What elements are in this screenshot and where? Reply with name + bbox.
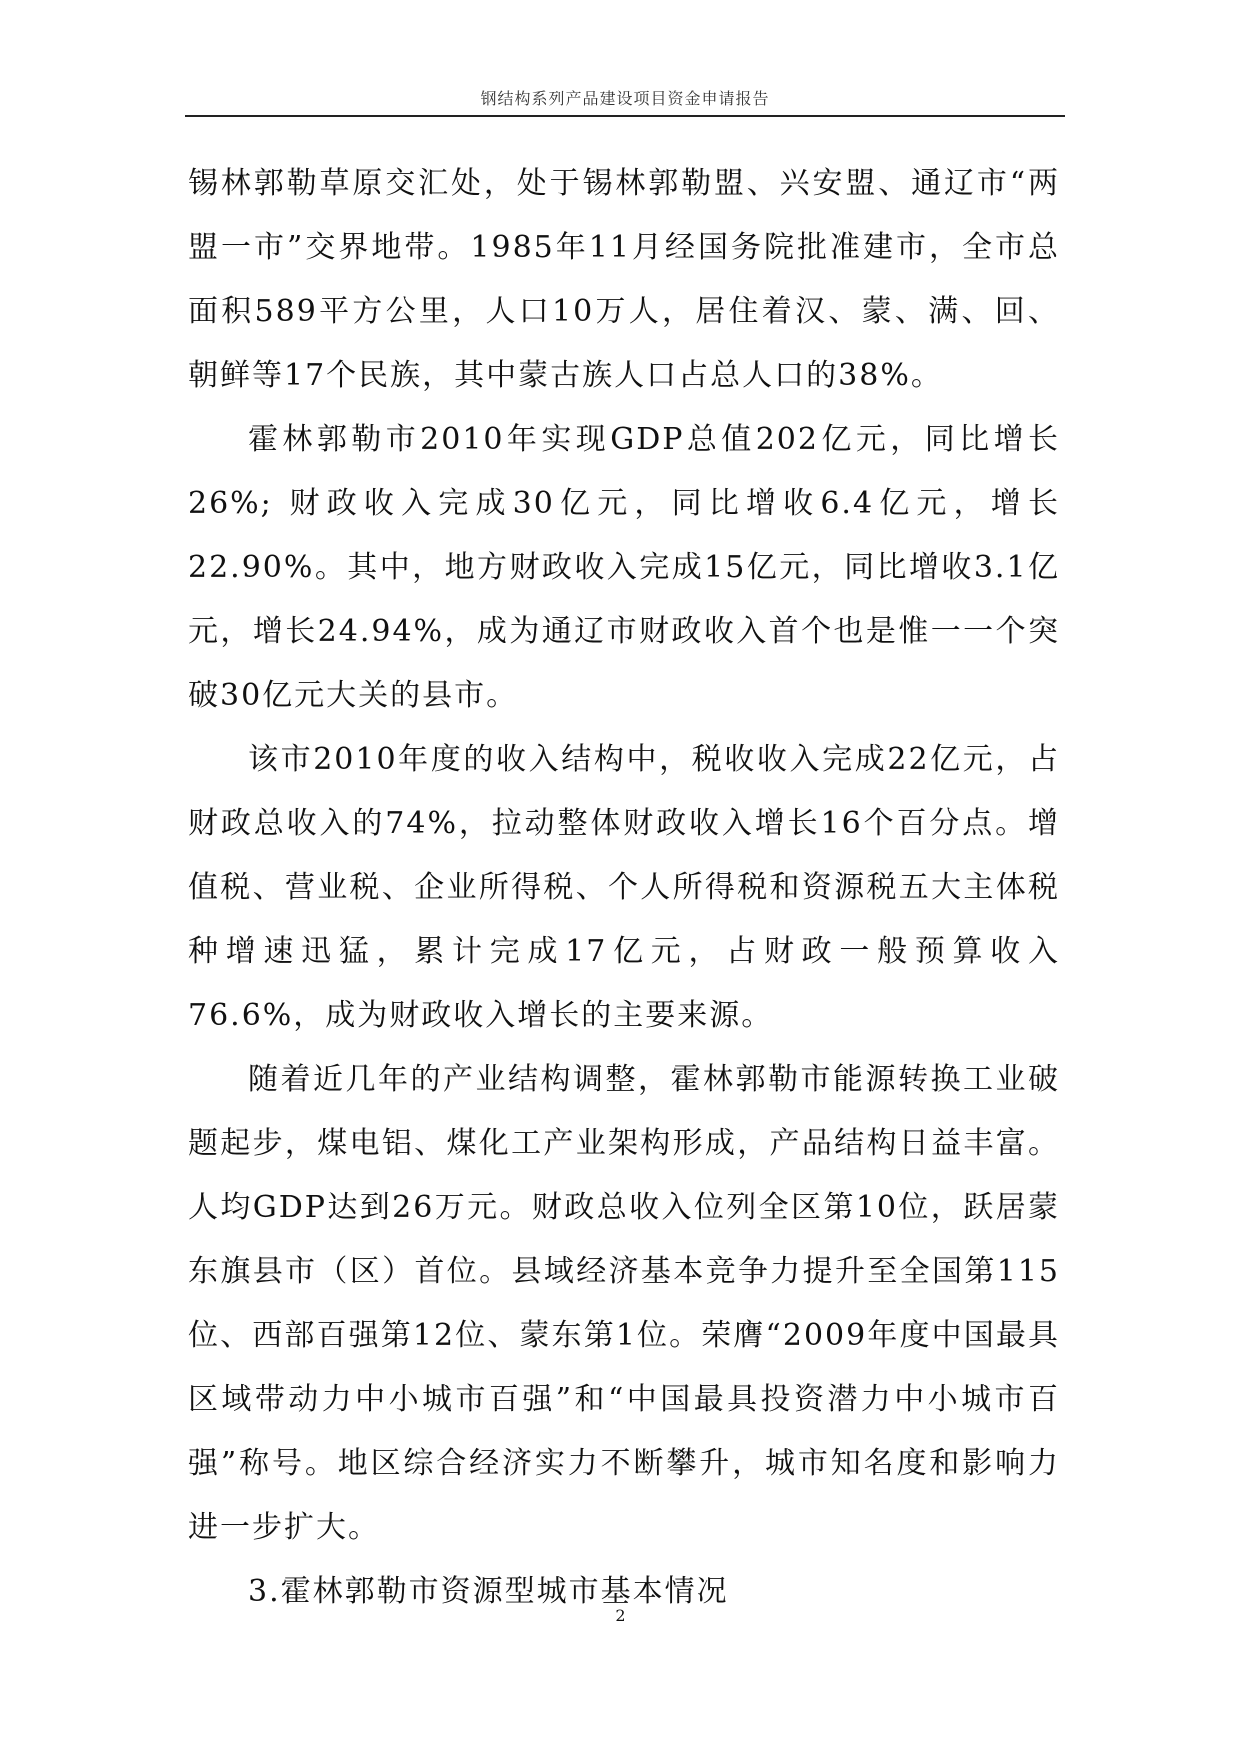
- document-body: [188, 152, 1060, 1624]
- running-header: 钢结构系列产品建设项目资金申请报告: [480, 89, 770, 108]
- body-paragraph-3: 该市2010年度的收入结构中，税收收入完成22亿元，占财政总收入的74%，拉动整体财政收入增长16个百分点。增值税、营业税、企业所得税、个人所得税和资源税五大主体税种增速迅猛，累计完成17亿元，占财政一般预算收入76.6%，成为财政收入增长的主要来源。: [188, 742, 1060, 1033]
- section-heading: 3.霍林郭勒市资源型城市基本情况: [248, 1574, 729, 1609]
- page-number: 2: [615, 1606, 626, 1625]
- body-paragraph-4: 随着近几年的产业结构调整，霍林郭勒市能源转换工业破题起步，煤电铝、煤化工产业架构形成，产品结构日益丰富。人均GDP达到26万元。财政总收入位列全区第10位，跃居蒙东旗县市（区）首位。县域经济基本竞争力提升至全国第115位、西部百强第12位、蒙东第1位。荣膺“2009年度中国最具区域带动力中小城市百强”和“中国最具投资潜力中小城市百强”称号。地区综合经济实力不断攀升，城市知名度和影响力进一步扩大。: [188, 1062, 1060, 1545]
- body-paragraph-2: 霍林郭勒市2010年实现GDP总值202亿元，同比增长26%; 财政收入完成30亿元，同比增收6.4亿元，增长22.90%。其中，地方财政收入完成15亿元，同比增收3.1亿元，增长24.94%，成为通辽市财政收入首个也是惟一一个突破30亿元大关的县市。: [188, 422, 1060, 713]
- body-paragraph-1: 锡林郭勒草原交汇处，处于锡林郭勒盟、兴安盟、通辽市“两盟一市”交界地带。1985年11月经国务院批准建市，全市总面积589平方公里，人口10万人，居住着汉、蒙、满、回、朝鲜等17个民族，其中蒙古族人口占总人口的38%。: [188, 166, 1060, 393]
- header-divider: [185, 115, 1065, 117]
